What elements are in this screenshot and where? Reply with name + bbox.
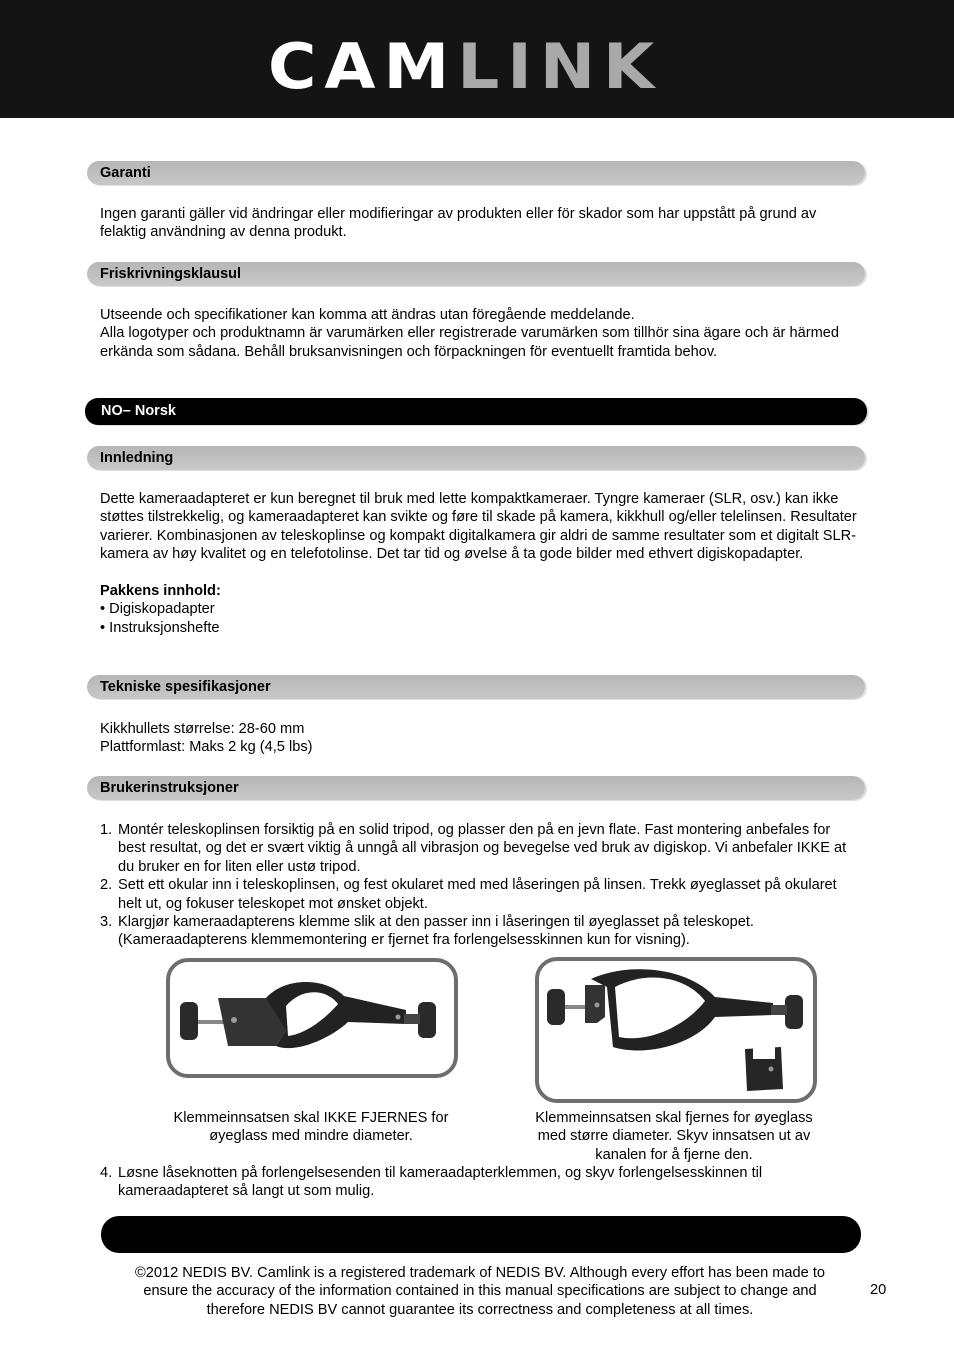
step-text: Løsne låseknotten på forlengelsesenden til kameraadapterklemmen, og skyv forlengelsesskinnen til kameraadapteret så langt ut som mulig. — [118, 1165, 763, 1200]
section-header-spesifikasjoner — [87, 675, 865, 699]
clamp-insert-removed-illustration — [535, 957, 817, 1103]
logo-cam: CAM — [268, 29, 458, 104]
caption-right: Klemmeinnsatsen skal fjernes for øyeglass med større diameter. Skyv innsatsen ut av kanalen for å fjerne den. — [535, 1110, 813, 1163]
garanti-text — [100, 205, 860, 242]
paragraph: Dette kameraadapteret er kun beregnet til bruk med lette kompaktkameraer. Tyngre kameraer (SLR, osv.) kan ikke støttes tilstrekkelig, og kameraadapteret kan svikte og føre til skade på kamera, kikkhull og/eller telelinsen. Resultater varierer. Kombinasjonen av teleskoplinse og kompakt digitalkamera gir aldri de samme resultater som et digitalt SLR-kamera av høy kvalitet og en telefotolinse. Det tar tid og øvelse å ta gode bilder med ethvert digiskopadapter. — [100, 491, 857, 563]
step-number: 2. — [100, 877, 113, 894]
caption-left: Klemmeinnsatsen skal IKKE FJERNES for øyeglass med mindre diameter. — [173, 1110, 449, 1145]
list-item — [100, 821, 860, 876]
list-item — [100, 1164, 860, 1201]
section-title: Tekniske spesifikasjoner — [100, 679, 271, 695]
step-text: Klargjør kameraadapterens klemme slik at den passer inn i låseringen til øyeglasset på teleskopet. (Kameraadapterens klemmemontering er fjernet fra forlengelsesskinnen kun for visning). — [118, 914, 754, 949]
spec-line: Kikkhullets størrelse: 28-60 mm — [100, 721, 305, 737]
list-item — [100, 876, 860, 913]
list-item — [100, 913, 860, 950]
camlink-logo — [268, 29, 663, 104]
friskrivning-text — [100, 306, 860, 361]
contents-heading: Pakkens innhold: — [100, 583, 221, 600]
language-title: NO– Norsk — [101, 403, 176, 419]
section-title: Garanti — [100, 165, 151, 181]
footer-bar — [101, 1216, 861, 1253]
section-title: Brukerinstruksjoner — [100, 780, 239, 796]
section-header-brukerinstruksjoner — [87, 776, 865, 800]
step-text: Sett ett okular inn i teleskoplinsen, og fest okularet med med låseringen på linsen. Trekk øyeglasset på okularet helt ut, og fokuser teleskopet mot ønsket objekt. — [118, 877, 837, 912]
innledning-text — [100, 490, 860, 637]
section-header-friskrivning — [87, 262, 865, 286]
instructions-list-continued — [100, 1164, 860, 1201]
clamp-with-insert-illustration — [166, 958, 458, 1078]
step-number: 1. — [100, 822, 113, 838]
language-header-norsk — [85, 398, 867, 425]
section-header-garanti — [87, 161, 865, 185]
step-number: 3. — [100, 914, 113, 931]
instructions-list — [100, 821, 860, 950]
contents-item: • Instruksjonshefte — [100, 619, 220, 636]
paragraph: Alla logotyper och produktnamn är varumärken eller registrerade varumärken som tillhör sina ägare och är härmed erkända som sådana. Behåll bruksanvisningen och förpackningen för eventuellt framtida behov. — [100, 325, 839, 360]
logo-link: LINK — [457, 29, 663, 104]
page-number: 20 — [870, 1282, 887, 1298]
contents-item: • Digiskopadapter — [100, 601, 215, 618]
paragraph: Ingen garanti gäller vid ändringar eller modifieringar av produkten eller för skador som har uppstått på grund av felaktig användning av denna produkt. — [100, 206, 817, 241]
section-header-innledning — [87, 446, 865, 470]
step-number: 4. — [100, 1165, 113, 1181]
step-text: Montér teleskoplinsen forsiktig på en solid tripod, og plasser den på en jevn flate. Fast montering anbefales for best resultat, og det er svært viktig å unngå all vibrasjon og bevegelse ved bruk av digiskop. Vi anbefaler IKKE at du bruker en for liten eller ustø tripod. — [118, 822, 847, 875]
spesifikasjoner-text — [100, 720, 860, 757]
section-title: Innledning — [100, 450, 174, 466]
copyright-notice: ©2012 NEDIS BV. Camlink is a registered trademark of NEDIS BV. Although every effort has been made to ensure the accuracy of the information contained in this manual specifications are subject to change and therefore NEDIS BV cannot guarantee its correctness and completeness at all times. — [135, 1265, 825, 1318]
section-title: Friskrivningsklausul — [100, 266, 242, 282]
spec-line: Plattformlast: Maks 2 kg (4,5 lbs) — [100, 739, 313, 756]
paragraph: Utseende och specifikationer kan komma att ändras utan föregående meddelande. — [100, 307, 635, 323]
page-header — [0, 0, 954, 118]
